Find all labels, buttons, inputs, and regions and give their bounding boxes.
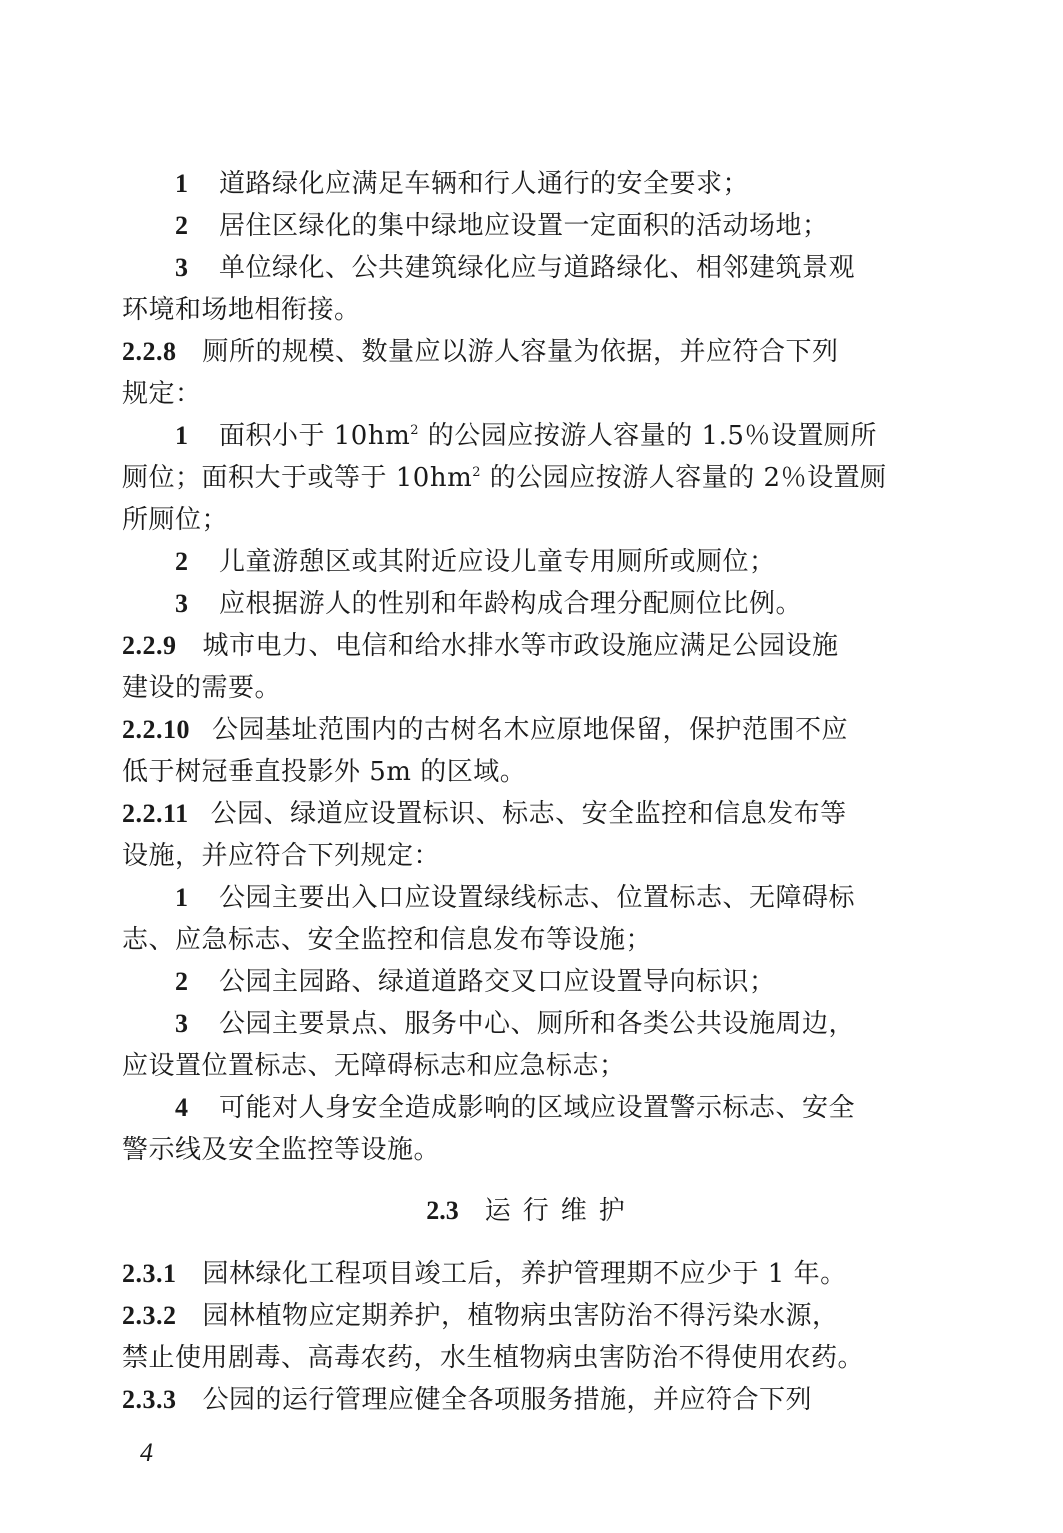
item-text: 公园主要景点、服务中心、厕所和各类公共设施周边， — [219, 1009, 856, 1039]
item-text: 儿童游憩区或其附近应设儿童专用厕所或厕位； — [219, 547, 776, 577]
clause-text: 公园、绿道应设置标识、标志、安全监控和信息发布等 — [210, 799, 847, 829]
clause — [122, 1253, 912, 1295]
clause-text: 建设的需要。 — [122, 673, 282, 703]
clause — [122, 625, 912, 667]
continuation-line — [122, 751, 912, 793]
item-text: 居住区绿化的集中绿地应设置一定面积的活动场地； — [219, 211, 829, 241]
clause-number: 2.3.2 — [122, 1301, 177, 1330]
section-heading — [0, 1190, 1063, 1232]
continuation-line — [122, 1129, 912, 1171]
clause-number: 2.2.8 — [122, 337, 177, 366]
clause-text: 规定： — [122, 379, 202, 409]
list-item — [175, 415, 915, 457]
continuation-line — [122, 667, 912, 709]
page-number: 4 — [140, 1438, 153, 1467]
item-text: 的公园应按游人容量的 1.5％设置厕所 — [419, 421, 877, 451]
clause-number: 2.3.3 — [122, 1385, 177, 1414]
item-number: 3 — [175, 253, 189, 282]
item-number: 2 — [175, 211, 189, 240]
clause-number: 2.2.10 — [122, 715, 190, 744]
item-text: 面积小于 10hm — [219, 421, 411, 451]
continuation-line — [122, 1337, 912, 1379]
list-item — [175, 541, 915, 583]
clause-text: 设施，并应符合下列规定： — [122, 841, 441, 871]
item-text: 志、应急标志、安全监控和信息发布等设施； — [122, 925, 653, 955]
superscript: 2 — [410, 423, 420, 438]
item-text: 道路绿化应满足车辆和行人通行的安全要求； — [219, 169, 750, 199]
item-number: 2 — [175, 967, 189, 996]
superscript: 2 — [472, 465, 482, 480]
continuation-line — [122, 1045, 912, 1087]
item-number: 1 — [175, 421, 189, 450]
item-text: 警示线及安全监控等设施。 — [122, 1135, 441, 1165]
list-item — [175, 247, 915, 289]
item-text: 环境和场地相衔接。 — [122, 295, 361, 325]
item-number: 1 — [175, 169, 189, 198]
clause — [122, 1295, 912, 1337]
clause-number: 2.3.1 — [122, 1259, 177, 1288]
item-number: 3 — [175, 589, 189, 618]
list-item — [175, 1003, 915, 1045]
item-text: 厕位；面积大于或等于 10hm — [122, 463, 473, 493]
continuation-line — [122, 499, 912, 541]
clause — [122, 1379, 912, 1421]
item-text: 公园主要出入口应设置绿线标志、位置标志、无障碍标 — [219, 883, 856, 913]
item-text: 的公园应按游人容量的 2％设置厕 — [481, 463, 887, 493]
item-text: 应根据游人的性别和年龄构成合理分配厕位比例。 — [219, 589, 803, 619]
clause-number: 2.2.9 — [122, 631, 177, 660]
clause-text: 园林植物应定期养护，植物病虫害防治不得污染水源， — [202, 1301, 839, 1331]
clause-text: 城市电力、电信和给水排水等市政设施应满足公园设施 — [202, 631, 839, 661]
continuation-line — [122, 457, 912, 499]
clause-text: 厕所的规模、数量应以游人容量为依据，并应符合下列 — [202, 337, 839, 367]
list-item — [175, 205, 915, 247]
continuation-line — [122, 919, 912, 961]
item-text: 可能对人身安全造成影响的区域应设置警示标志、安全 — [219, 1093, 856, 1123]
list-item — [175, 163, 915, 205]
clause-text: 园林绿化工程项目竣工后，养护管理期不应少于 1 年。 — [202, 1259, 847, 1289]
clause — [122, 709, 912, 751]
list-item — [175, 583, 915, 625]
section-number: 2.3 — [426, 1196, 459, 1225]
item-text: 应设置位置标志、无障碍标志和应急标志； — [122, 1051, 626, 1081]
item-text: 所厕位； — [122, 505, 229, 535]
list-item — [175, 877, 915, 919]
continuation-line — [122, 373, 912, 415]
item-number: 1 — [175, 883, 189, 912]
section-title: 运行维护 — [484, 1196, 637, 1226]
item-text: 单位绿化、公共建筑绿化应与道路绿化、相邻建筑景观 — [219, 253, 856, 283]
continuation-line — [122, 835, 912, 877]
clause-text: 公园的运行管理应健全各项服务措施，并应符合下列 — [202, 1385, 813, 1415]
item-number: 2 — [175, 547, 189, 576]
list-item — [175, 961, 915, 1003]
clause-text: 低于树冠垂直投影外 5m 的区域。 — [122, 757, 527, 787]
item-number: 4 — [175, 1093, 189, 1122]
clause-text: 禁止使用剧毒、高毒农药，水生植物病虫害防治不得使用农药。 — [122, 1343, 865, 1373]
clause — [122, 331, 912, 373]
clause-text: 公园基址范围内的古树名木应原地保留，保护范围不应 — [212, 715, 849, 745]
clause — [122, 793, 912, 835]
clause-number: 2.2.11 — [122, 799, 189, 828]
list-item — [175, 1087, 915, 1129]
item-number: 3 — [175, 1009, 189, 1038]
item-text: 公园主园路、绿道道路交叉口应设置导向标识； — [219, 967, 776, 997]
continuation-line — [122, 289, 912, 331]
